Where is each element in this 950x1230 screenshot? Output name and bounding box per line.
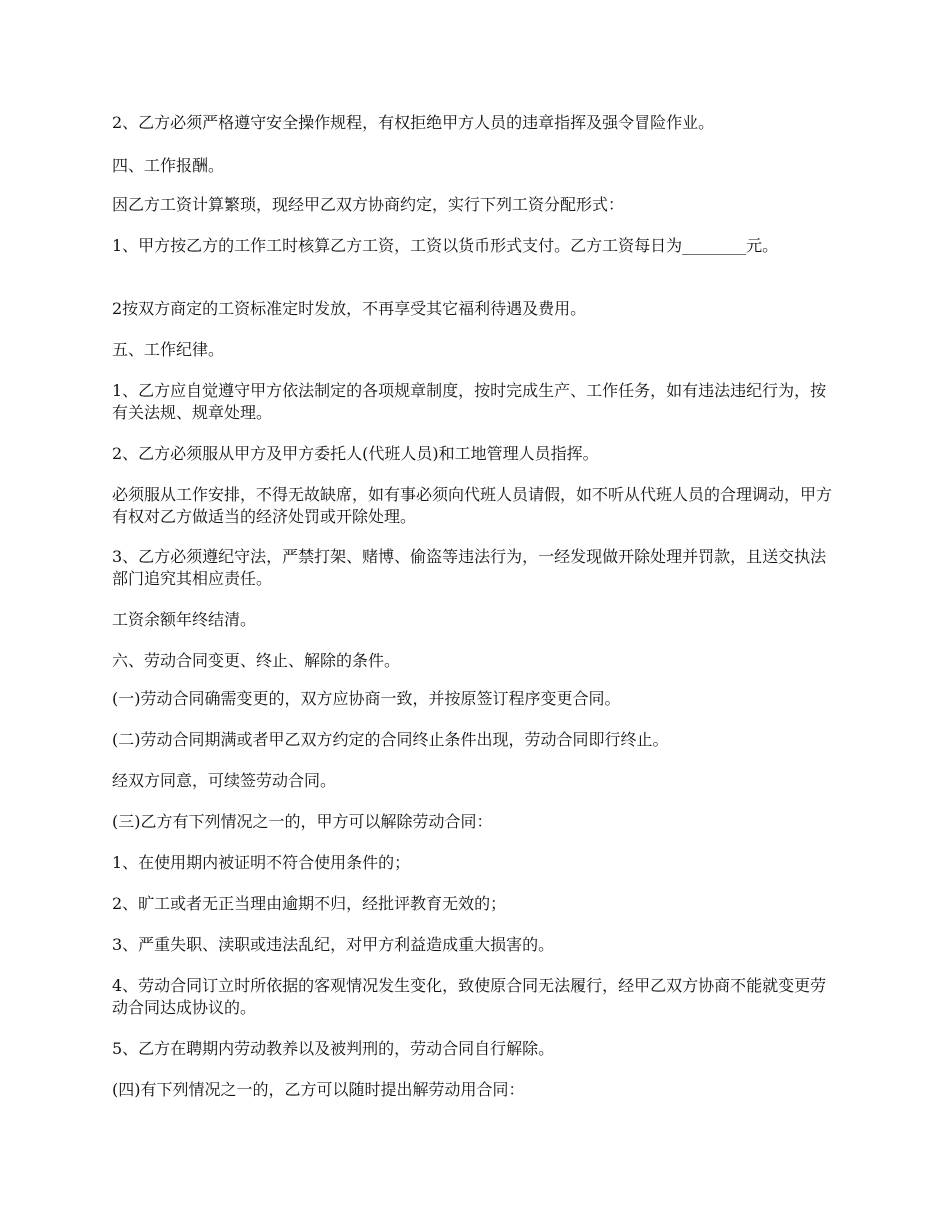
section-heading-discipline: 五、工作纪律。 (112, 340, 225, 359)
paragraph-discipline-2: 2、乙方必须服从甲方及甲方委托人(代班人员)和工地管理人员指挥。 (112, 444, 599, 463)
section-heading-remuneration: 四、工作报酬。 (112, 156, 225, 175)
paragraph-contract-change: (一)劳动合同确需变更的，双方应协商一致，并按原签订程序变更合同。 (112, 689, 621, 708)
paragraph-wage-balance: 工资余额年终结清。 (112, 610, 257, 629)
paragraph-discipline-1: 1、乙方应自觉遵守甲方依法制定的各项规章制度，按时完成生产、工作任务，如有违法违纪行为，按有关法规、规章处理。 (112, 381, 827, 422)
paragraph-wage-intro: 因乙方工资计算繁琐，现经甲乙双方协商约定，实行下列工资分配形式： (112, 195, 625, 214)
paragraph-rescission-5: 5、乙方在聘期内劳动教养以及被判刑的，劳动合同自行解除。 (112, 1039, 555, 1058)
paragraph-wage-2: 2按双方商定的工资标准定时发放，不再享受其它福利待遇及费用。 (112, 299, 587, 318)
paragraph-rescission-3: 3、严重失职、渎职或违法乱纪，对甲方利益造成重大损害的。 (112, 935, 555, 954)
section-heading-contract-conditions: 六、劳动合同变更、终止、解除的条件。 (112, 651, 401, 670)
paragraph-contract-termination: (二)劳动合同期满或者甲乙双方约定的合同终止条件出现，劳动合同即行终止。 (112, 730, 669, 749)
paragraph-rescission-4: 4、劳动合同订立时所依据的客观情况发生变化，致使原合同无法履行，经甲乙双方协商不能就变更劳动合同达成协议的。 (112, 976, 827, 1017)
paragraph-wage-1: 1、甲方按乙方的工作工时核算乙方工资，工资以货币形式支付。乙方工资每日为________元。 (112, 236, 779, 255)
paragraph-employer-rescission: (三)乙方有下列情况之一的，甲方可以解除劳动合同： (112, 812, 493, 831)
paragraph-clause-2-safety: 2、乙方必须严格遵守安全操作规程，有权拒绝甲方人员的违章指挥及强令冒险作业。 (112, 113, 715, 132)
paragraph-work-arrangement: 必须服从工作安排，不得无故缺席，如有事必须向代班人员请假，如不听从代班人员的合理调动，甲方有权对乙方做适当的经济处罚或开除处理。 (112, 485, 833, 526)
paragraph-rescission-1: 1、在使用期内被证明不符合使用条件的； (112, 853, 411, 872)
paragraph-employee-rescission: (四)有下列情况之一的，乙方可以随时提出解劳动用合同： (112, 1080, 525, 1099)
paragraph-contract-renewal: 经双方同意，可续签劳动合同。 (112, 771, 337, 790)
paragraph-rescission-2: 2、旷工或者无正当理由逾期不归，经批评教育无效的； (112, 894, 507, 913)
paragraph-discipline-3: 3、乙方必须遵纪守法，严禁打架、赌博、偷盗等违法行为，一经发现做开除处理并罚款，且送交执法部门追究其相应责任。 (112, 547, 827, 588)
